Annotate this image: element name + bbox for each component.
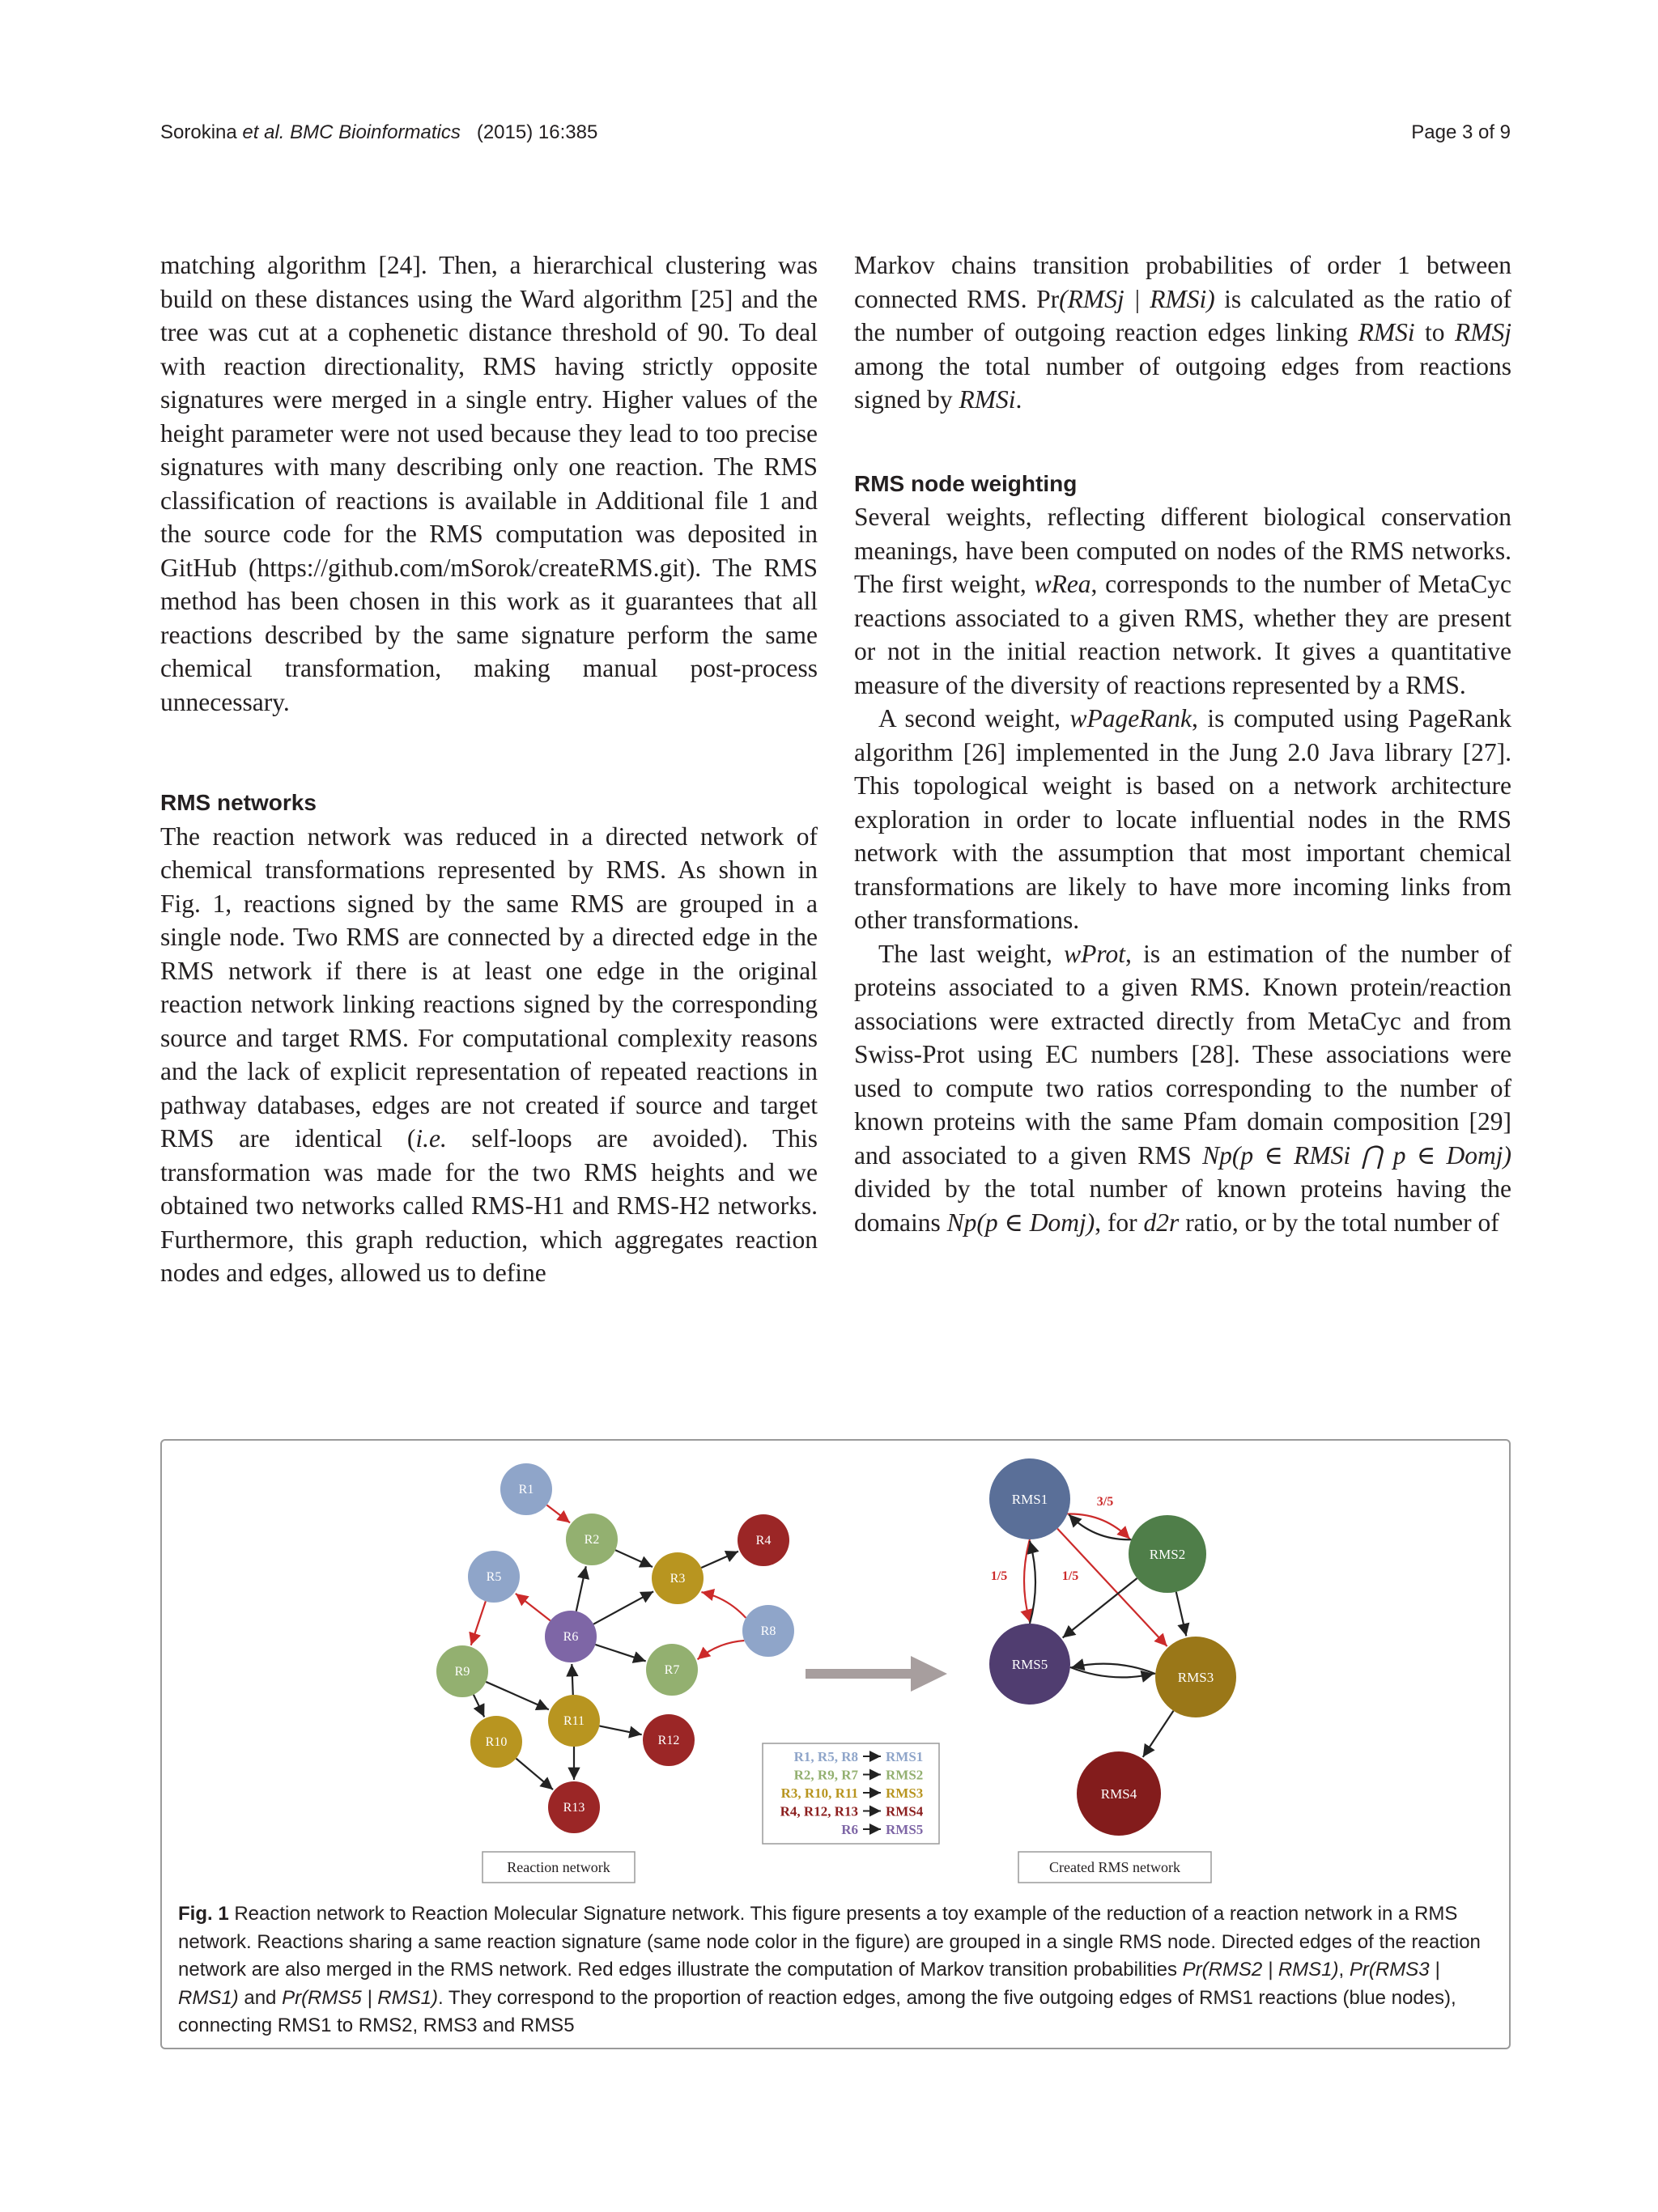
paragraph: Several weights, reflecting different biological conservation meanings, have been computed on nodes of the RMS networks. The first weight, wRea, corresponds to the number of MetaCyc reactions associated to a given RMS, whether they are present or not in the initial reaction network. It gives a quantitative measure of the diversity of reactions represented by a RMS.	[854, 503, 1512, 699]
edge-rms1-rms5	[1024, 1539, 1030, 1622]
legend-rms: RMS3	[886, 1785, 924, 1801]
legend-rms: RMS4	[886, 1803, 924, 1819]
edge-r8-r7	[698, 1641, 745, 1659]
right-column	[854, 248, 1511, 1239]
node-label: RMS2	[1149, 1547, 1186, 1562]
legend-reactions: R2, R9, R7	[793, 1767, 858, 1783]
paragraph: matching algorithm [24]. Then, a hierarchical clustering was build on these distances using the Ward algorithm [25] and the tree was cut at a cophenetic distance threshold of 90. To deal with reaction directionality, RMS having strictly opposite signatures were merged in a single entry. Higher values of the height parameter were not used because they lead to too precise signatures with many describing only one reaction. The RMS classification of reactions is available in Additional file 1 and the source code for the RMS computation was deposited in GitHub (https://github.com/mSorok/createRMS.git). The RMS method has been chosen in this work as it guarantees that all reactions described by the same signature perform the same chemical transformation, making manual post-process unnecessary.	[160, 251, 818, 716]
figure-caption: Fig. 1 Reaction network to Reaction Molecular Signature network. This figure presents a toy example of the reduction of a reaction network in a RMS network. Reactions sharing a same reaction signature (same node color in the figure) are grouped in a single RMS node. Directed edges of the reaction network are also merged in the RMS network. Red edges illustrate the computation of Markov transition probabilities Pr(RMS2 | RMS1), Pr(RMS3 | RMS1) and Pr(RMS5 | RMS1). They correspond to the proportion of reaction edges, among the five outgoing edges of RMS1 reactions (blue nodes), connecting RMS1 to RMS2, RMS3 and RMS5	[178, 1903, 1481, 2036]
running-head	[160, 121, 1511, 154]
edge-rms3-rms4	[1143, 1711, 1174, 1757]
edge-r2-r3	[615, 1550, 653, 1567]
node-label: RMS3	[1177, 1670, 1214, 1685]
legend-rms: RMS5	[886, 1822, 924, 1837]
edge-r6-r7	[595, 1645, 645, 1661]
node-label: R11	[563, 1714, 585, 1728]
transformation-arrow	[806, 1656, 947, 1692]
node-label: R1	[518, 1483, 534, 1497]
edge-r3-r4	[701, 1552, 738, 1568]
legend-rms: RMS2	[886, 1767, 924, 1783]
citation: Sorokina et al. BMC Bioinformatics (2015) 16:385	[160, 121, 598, 143]
node-label: RMS1	[1011, 1492, 1048, 1507]
panel-label: Reaction network	[507, 1859, 610, 1875]
node-label: R12	[657, 1734, 680, 1747]
legend-reactions: R1, R5, R8	[793, 1749, 858, 1764]
paragraph: Markov chains transition probabilities of order 1 between connected RMS. Pr(RMSj | RMSi) is calculated as the ratio of the number of outgoing reaction edges linking RMSi to RMSj among the total number of outgoing edges from reactions signed by RMSi.	[854, 251, 1511, 414]
node-label: R2	[584, 1533, 600, 1547]
edge-r6-r3	[593, 1591, 653, 1624]
node-label: R4	[755, 1534, 772, 1548]
edge-rms5-rms1	[1030, 1541, 1035, 1624]
node-label: R8	[760, 1624, 776, 1638]
legend-reactions: R6	[841, 1822, 858, 1837]
edge-probability-label: 1/5	[1061, 1569, 1079, 1583]
section-heading-node-weighting: RMS node weighting	[854, 470, 1078, 496]
legend-reactions: R3, R10, R11	[780, 1785, 858, 1801]
edge-r1-r2	[546, 1505, 570, 1522]
paragraph: The reaction network was reduced in a directed network of chemical transformations represented by RMS. As shown in Fig. 1, reactions signed by the same RMS are grouped in a single node. Two RMS are connected by a directed edge in the RMS network if there is at least one edge in the original reaction network linking reactions signed by the corresponding source and target RMS. For computational complexity reasons and the lack of explicit representation of repeated reactions in pathway databases, edges are not created if source and target RMS are identical (i.e. self-loops are avoided). This transformation was made for the two RMS heights and we obtained two networks called RMS-H1 and RMS-H2 networks. Furthermore, this graph reduction, which aggregates reaction nodes and edges, allowed us to define	[160, 822, 818, 1287]
node-label: R13	[563, 1801, 585, 1815]
node-label: R3	[670, 1572, 686, 1586]
edge-r10-r13	[516, 1759, 553, 1790]
edge-r5-r9	[471, 1601, 486, 1645]
edge-r6-r5	[516, 1594, 551, 1620]
edge-r8-r3	[701, 1592, 746, 1618]
section-heading-rms-networks: RMS networks	[160, 790, 317, 815]
edge-r6-r2	[576, 1566, 586, 1611]
edge-r9-r10	[474, 1695, 484, 1717]
paragraph: A second weight, wPageRank, is computed using PageRank algorithm [26] implemented in the Jung 2.0 Java library [27]. This topological weight is based on a network architecture exploration in order to locate influential nodes in the RMS network with the assumption that most important chemical transformations are likely to have more incoming links from other transformations.	[854, 704, 1511, 934]
node-label: R9	[454, 1665, 470, 1679]
edge-r9-r11	[486, 1682, 549, 1709]
figure-diagram	[162, 1441, 1509, 1894]
edge-rms2-rms5	[1063, 1578, 1137, 1638]
edge-rms2-rms3	[1176, 1592, 1187, 1637]
left-column	[160, 248, 818, 1290]
node-label: RMS5	[1011, 1657, 1048, 1672]
node-label: R10	[485, 1735, 508, 1749]
figure-1	[160, 1439, 1511, 2049]
node-label: RMS4	[1100, 1786, 1137, 1802]
node-label: R7	[664, 1663, 680, 1677]
legend-rms: RMS1	[886, 1749, 924, 1764]
legend-reactions: R4, R12, R13	[780, 1803, 858, 1819]
node-label: R6	[563, 1630, 579, 1644]
page-number: Page 3 of 9	[1411, 121, 1511, 143]
edge-probability-label: 1/5	[990, 1569, 1008, 1583]
node-label: R5	[486, 1570, 502, 1584]
edge-probability-label: 3/5	[1096, 1495, 1114, 1509]
paragraph: The last weight, wProt, is an estimation of the number of proteins associated to a given RMS. Known protein/reaction associations were extracted directly from MetaCyc and from Swiss-Prot using EC numbers [28]. These associations were used to compute two ratios corresponding to the number of known proteins with the same Pfam domain composition [29] and associated to a given RMS Np(p ∈ RMSi ⋂ p ∈ Domj) divided by the total number of known proteins having the domains Np(p ∈ Domj), for d2r ratio, or by the total number of	[854, 939, 1512, 1237]
panel-label: Created RMS network	[1049, 1859, 1180, 1875]
edge-r11-r12	[599, 1726, 641, 1734]
